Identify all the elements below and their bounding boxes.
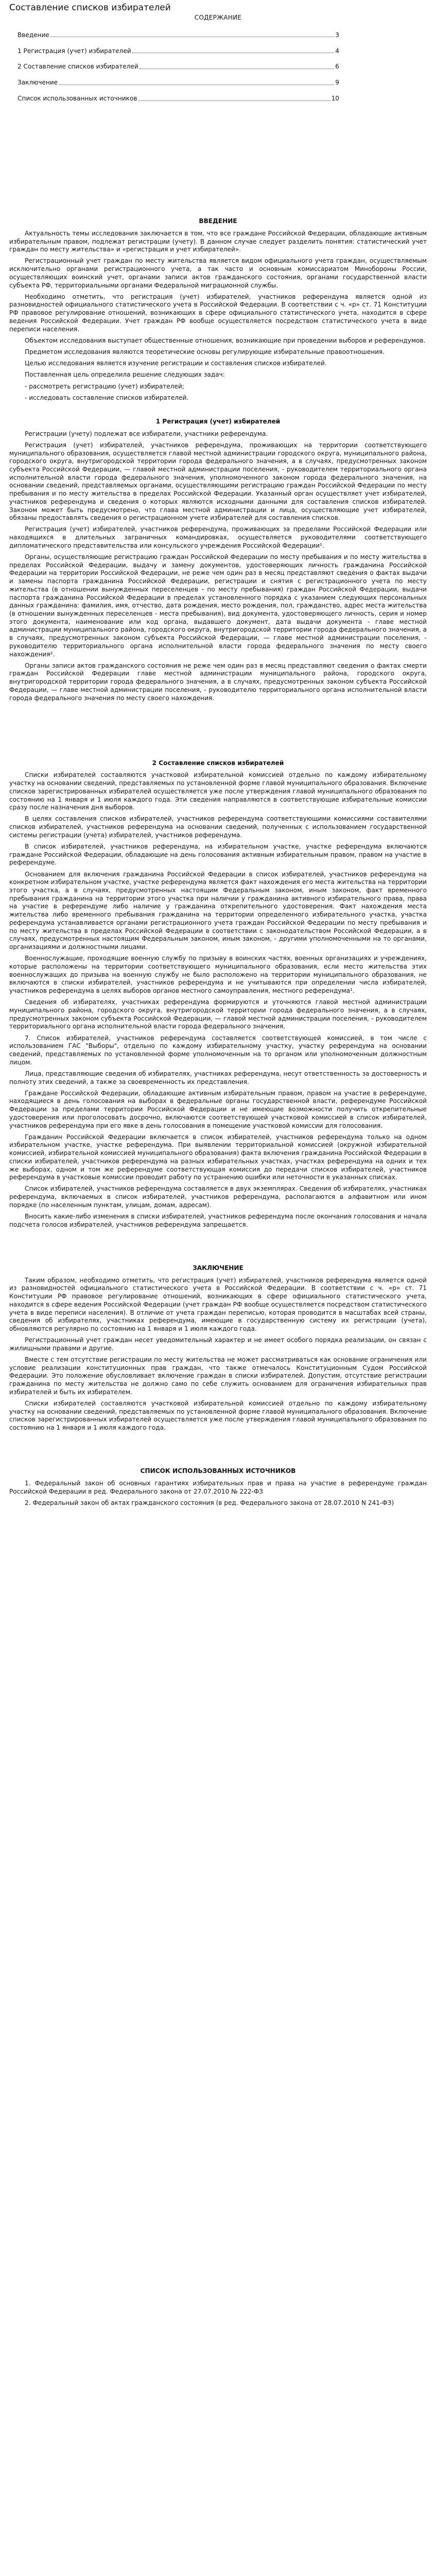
source-item: 1. Федеральный закон об основных гарантиях избирательных прав и права на участие в референдуме граждан Российской Федерации в ред. Федерального закона от 27.07.2010 № 222-ФЗ: [9, 1480, 427, 1495]
paragraph: Регистрации (учету) подлежат все избиратели, участники референдума.: [25, 430, 268, 437]
paragraph: Основанием для включения гражданина Российской Федерации в список избирателей, участников референдума на конкретном избирательном участке, участке референдума является факт нахождения его места жительства на территории этого участка, а в случаях, предусмотренных настоящим Федеральным законом, иным законом, факт временного пребывания гражданина на территории этого участка при наличии у гражданина активного избирательного права, права на участие в референдуме либо наличие у гражданина открепительного удостоверения. Факт нахождения места жительства либо временного пребывания гражданина на территории определенного избирательного участка, участка референдума устанавливается органами регистрационного учета граждан Российской Федерации по месту пребывания и по месту жительства в пределах Российской Федерации в соответствии с законодательством Российской Федерации, а в случаях, предусмотренных настоящим Федеральным законом, иным законом, - другими уполномоченными на то органами, организациями и должностными лицами.: [9, 870, 427, 951]
paragraph: В список избирателей, участников референдума, на избирательном участке, участке референдума включаются граждане Российской Федерации, обладающие на день голосования активным избирательным правом, правом на участие в референдуме.: [9, 843, 427, 867]
paragraph: Предметом исследования являются теоретические основы регулирующие избирательные правоотношения.: [25, 348, 385, 355]
paragraph: Гражданин Российской Федерации включается в список избирателей, участников референдума только на одном избирательном участке, участке референдума. При выявлении территориальной комиссией (окружной избирательной комиссией, избирательной комиссией муниципального образования) факта включения гражданина Российской Федерации в списки избирателей, участников референдума на разных избирательных участках, участках референдума на одних и тех же выборах, одном и том же референдуме соответствующая комиссия до передачи списков избирателей, участников референдума в участковые комиссии проводит работу по устранению ошибки или неточности в указанных списках.: [9, 1133, 427, 1181]
section-heading: 1 Регистрация (учет) избирателей: [155, 418, 281, 426]
page-break-space: [9, 111, 427, 217]
document-title: Составление списков избирателей: [9, 3, 171, 13]
page-break-space: [9, 1435, 427, 1467]
paragraph: Регистрационный учет граждан несет уведомительный характер и не имеет особого порядка реализации, он связан с жилищными правами и другие.: [9, 1336, 427, 1352]
section-chapter-2: [9, 759, 427, 1229]
paragraph: Лица, представляющие сведения об избирателях, участниках референдума, несут ответственность за достоверность и полноту этих сведений, а также за своевременность их представления.: [9, 1070, 427, 1086]
toc-item-label: 2 Составление списков избирателей: [18, 63, 138, 71]
toc-item-sources[interactable]: [18, 95, 339, 103]
paragraph: Списки избирателей составляются участковой избирательной комиссией отдельно по каждому избирательному участку на основании сведений, представляемых по установленной форме главой муниципального образования. Включение списков зарегистрированных избирателей осуществляется уже после утверждения главой муниципального образования по состоянию на 1 января и 1 июля каждого года. Эти сведения направляются в соответствующие избирательные комиссии сразу после назначения дня выборов.: [9, 771, 427, 811]
section-heading: 2 Составление списков избирателей: [152, 759, 284, 767]
toc-item-label: Введение: [18, 31, 49, 39]
toc-item-page: 9: [335, 79, 339, 87]
section-chapter-1: [9, 418, 427, 702]
paragraph: Список избирателей, участников референдума составляется в двух экземплярах. Сведения об избирателях, участниках референдума, включаемых в список избирателей, участников референдума, располагаются в алфавитном или ином порядке (по населенным пунктам, улицам, домам, адресам).: [9, 1185, 427, 1209]
paragraph: Регистрация (учет) избирателей, участников референдума, проживающих на территории соответствующего муниципального образования, осуществляется главой местной администрации городского округа, муниципального района, городского округа, внутригородской территории города федерального значения, а в случаях, предусмотренных законом субъекта Российской Федерации, — главой местной администрации поселения, - руководителем территориального органа исполнительной власти города федерального значения, уполномоченного законом города федерального значения, на основании сведений, представляемых органами, осуществляющими регистрацию граждан Российской Федерации по месту пребывания и по месту жительства в пределах Российской Федерации. Указанный орган осуществляет учет избирателей, участников референдума и сведения о которых являются исходными данными для составления списков избирателей. Законом может быть предусмотрено, что глава местной администрации и лица, осуществляющие учет избирателей, обязаны предоставлять сведения о регистрационном учете избирателей для составления списков.: [9, 441, 427, 522]
toc-item-page: 10: [331, 95, 339, 103]
paragraph: Целью исследования является изучение регистрации и составления списков избирателей.: [25, 360, 327, 367]
section-introduction: [9, 217, 427, 402]
section-sources: [9, 1467, 427, 1507]
toc-item-page: 6: [335, 63, 339, 71]
toc-item-label: 1 Регистрация (учет) избирателей: [18, 47, 131, 55]
toc-item-label: Список использованных источников: [18, 95, 137, 103]
paragraph: Сведения об избирателях, участниках референдума формируются и уточняются главой местной администрации муниципального района, городского округа, внутригородской территории города федерального значения, а в случаях, предусмотренных законом субъекта Российской Федерации, — главой местной администрации поселения, - руководителем территориального органа исполнительной власти города федерального значения.: [9, 998, 427, 1030]
document-page: [0, 3, 436, 2576]
list-item: - исследовать составление списков избирателей.: [25, 394, 189, 401]
section-conclusion: [9, 1264, 427, 1432]
toc-item-conclusion[interactable]: [18, 79, 339, 87]
page-break-space: [9, 1232, 427, 1264]
toc-item-introduction[interactable]: [18, 31, 339, 40]
section-heading: ВВЕДЕНИЕ: [199, 217, 237, 225]
paragraph: Таким образом, необходимо отметить, что регистрация (учет) избирателей, участников референдума является одной из разновидностей официального статистического учета в Российской Федерации. В соответствии с ч. «р» ст. 71 Конституции РФ правовое регулирование отношений, возникающих в сфере официального статистического учета, находится в сфере ведения Российской Федерации (учет граждан РФ вообще осуществляется посредством статистического учета в виде переписи населения). В отличие от учета граждан переписью, которая проводится в масштабах всей страны, сведения об избирателях, участниках референдума, имеющие в государственную систему их регистрации (учета), обновляются регулярно по состоянию на 1 января и 1 июля каждого года.: [9, 1276, 427, 1332]
toc-item-page: 4: [335, 47, 339, 55]
paragraph: Вместе с тем отсутствие регистрации по месту жительства не может рассматриваться как основание ограничения или условие реализации конституционных прав граждан, что также отмечалось Конституционным Судом Российской Федерации. Это положение обусловливает включение граждан в списки избирателей. Допустим, отсутствие регистрации гражданина по месту жительства не должно само по себе служить основанием для ограничения избирательных прав избирателей и быть их избирателем.: [9, 1356, 427, 1396]
paragraph: Военнослужащие, проходящие военную службу по призыву в воинских частях, военных организациях и учреждениях, которые расположены на территории соответствующего муниципального образования, если место жительства этих военнослужащих до призыва на военную службу не было расположено на территории муниципального образования, не включаются в списки избирателей, участников референдума и не учитываются при определении числа избирателей, участников референдума в целях выборов органов местного самоуправления, местного референдума¹.: [9, 955, 427, 994]
paragraph: Граждане Российской Федерации, обладающие активным избирательным правом, правом на участие в референдуме, находящиеся в день голосования на выборах в федеральные органы государственной власти, референдуме Российской Федерации за пределами территории Российской Федерации и не имеющие возможности получить открепительные удостоверения или проголосовать досрочно, включаются соответствующей участковой комиссией в список избирателей, участников референдума при его явке в день голосования в помещение участковой комиссии для голосования.: [9, 1089, 427, 1129]
toc-item-page: 3: [335, 31, 339, 39]
paragraph: Регистрационный учет граждан по месту жительства является видом официального учета граждан, осуществляемым исключительно органами регистрационного учета, а так часто и основным комиссариатом Минобороны России, осуществляющих воинский учет, органами записи актов гражданского состояния, органами государственной власти субъекта РФ, территориальными органами Федеральной миграционной службы.: [9, 257, 427, 289]
paragraph: 7. Список избирателей, участников референдума составляется соответствующей комиссией, в том числе с использованием ГАС "Выборы", отдельно по каждому избирательному участку, участку референдума на основании сведений, представляемых по установленной форме уполномоченным на то органом или уполномоченным должностным лицом.: [9, 1034, 427, 1066]
section-heading: СПИСОК ИСПОЛЬЗОВАННЫХ ИСТОЧНИКОВ: [140, 1467, 296, 1475]
paragraph: Регистрация (учет) избирателей, участников референдума, проживающих за пределами Российской Федерации или находящихся в длительных заграничных командировках, осуществляется руководителями соответствующего дипломатического представительства или консульского учреждения Российской Федерации¹.: [9, 526, 427, 549]
section-heading: ЗАКЛЮЧЕНИЕ: [193, 1264, 243, 1272]
section-gap: [9, 405, 427, 418]
table-of-contents: [18, 31, 339, 103]
paragraph: Органы, осуществляющие регистрацию граждан Российской Федерации по месту пребывания и по месту жительства в пределах Российской Федерации, выдачу и замену документов, удостоверяющих личность гражданина Российской Федерации на территории Российской Федерации, не реже чем один раз в месяц представляют сведения о фактах выдачи и замены паспорта гражданина Российской Федерации, регистрации и снятия с регистрационного учета по месту жительства (в отношении вынужденных переселенцев - по месту пребывания) граждан Российской Федерации, выдачи паспорта гражданина Российской Федерации в пределах установленного порядка с указанием следующих персональных данных гражданина: фамилия, имя, отчество, дата рождения, место рождения, пол, гражданство, адрес места жительства (в отношении вынужденных переселенцев - места пребывания), вид документа, удостоверяющего личность, серия и номер этого документа, наименование или код органа, выдавшего документ, дата выдачи документа - главе местной администрации муниципального района, городского округа, внутригородской территории города федерального значения, а в случаях, предусмотренных законом субъекта Российской Федерации, — главе местной администрации поселения, - руководителю территориального органа исполнительной власти города федерального значения по месту своего нахождения².: [9, 553, 427, 658]
toc-item-chapter-2[interactable]: [18, 63, 339, 71]
list-item: - рассмотреть регистрацию (учет) избирателей;: [25, 382, 184, 390]
paragraph: Объектом исследования выступает общественные отношения, возникающие при проведении выборов и референдумов.: [25, 336, 426, 344]
toc-item-chapter-1[interactable]: [18, 47, 339, 56]
toc-leader-dots: [59, 84, 334, 85]
paragraph: Вносить какие-либо изменения в списки избирателей, участников референдума после окончания голосования и начала подсчета голосов избирателей, участников референдума запрещается.: [9, 1213, 427, 1228]
paragraph: Поставленная цель определила решение следующих задач:: [25, 371, 225, 379]
toc-heading: СОДЕРЖАНИЕ: [194, 14, 242, 21]
paragraph: В целях составления списков избирателей, участников референдума соответствующими комиссиями составителями списков избирателей, участников референдума на основании сведений, полученных с использованием государственной системы регистрации (учета) избирателей, участников референдума.: [9, 815, 427, 839]
toc-leader-dots: [138, 100, 330, 101]
paragraph: Актуальность темы исследования заключается в том, что все граждане Российской Федерации, обладающие активным избирательным правом, подлежат регистрации (учету). В данном случае следует разделить понятия: статистический учет граждан по месту жительства» и «регистрация и учет избирателей».: [9, 229, 427, 253]
source-item: 2. Федеральный закон об актах гражданского состояния (в ред. Федерального закона от 28.07.2010 N 241-ФЗ): [25, 1499, 394, 1506]
toc-item-label: Заключение: [18, 79, 58, 87]
page-break-space: [9, 706, 427, 759]
paragraph: Списки избирателей составляются участковой избирательной комиссией отдельно по каждому избирательному участку на основании сведений, представляемых по установленной форме главой муниципального образования. Включение списков зарегистрированных избирателей осуществляется уже после утверждения главой муниципального образования по состоянию на 1 января и 1 июля каждого года.: [9, 1400, 427, 1432]
paragraph: Необходимо отметить, что регистрация (учет) избирателей, участников референдума является одной из разновидностей официального статистического учета в Российской Федерации. В соответствии с ч. «р» ст. 71 Конституции РФ правовое регулирование отношений, возникающих в сфере официального статистического учета, находится в сфере ведения Российской Федерации. Учет граждан РФ вообще осуществляется посредством статистического учета в виде переписи населения.: [9, 293, 427, 333]
paragraph: Органы записи актов гражданского состояния не реже чем один раз в месяц представляют сведения о фактах смерти граждан Российской Федерации главе местной администрации муниципального района, городского округа, внутригородской территории города федерального значения, а в случаях, предусмотренных законом субъекта Российской Федерации, — главе местной администрации поселения, - руководителю территориального органа исполнительной власти города федерального значения по месту своего нахождения.: [9, 662, 427, 702]
